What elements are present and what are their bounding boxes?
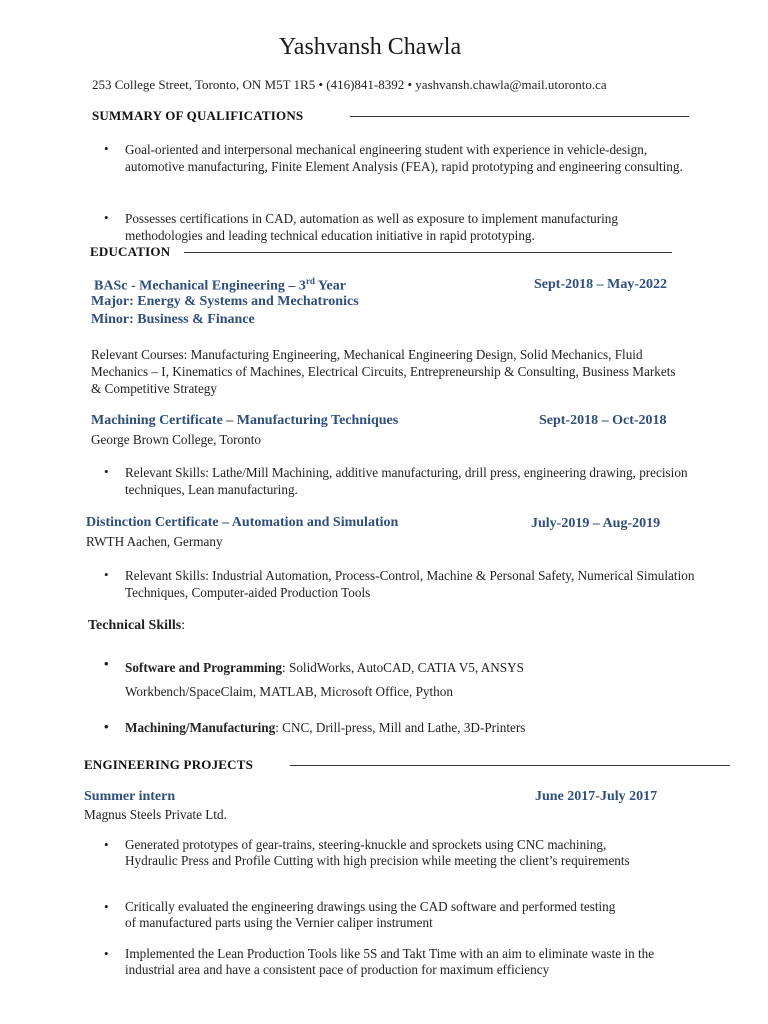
bullet-icon: • <box>104 141 109 156</box>
contact-line: 253 College Street, Toronto, ON M5T 1R5 • (416)841-8392 • yashvansh.chawla@mail.utoronto.ca <box>92 77 607 92</box>
technical-skills-heading <box>88 617 185 634</box>
project-role: Summer intern <box>84 789 176 804</box>
technical-skills-colon: : <box>181 618 186 633</box>
machining-skills <box>125 719 685 736</box>
summary-bullet-2: Possesses certifications in CAD, automation as well as exposure to implement manufacturing methodologies and leading technical education initiative in rapid prototyping. <box>125 211 618 243</box>
bullet-icon: • <box>104 656 109 671</box>
bullet-icon: • <box>104 464 109 479</box>
basc-title-suffix: Year <box>314 278 346 294</box>
bullet-icon: • <box>104 210 109 225</box>
machining-cert-skills: Relevant Skills: Lathe/Mill Machining, additive manufacturing, drill press, engineering drawing, precision techniques, Lean manufacturing. <box>125 465 688 497</box>
distinction-cert-institution: RWTH Aachen, Germany <box>86 534 223 549</box>
machining-skills-label: Machining/Manufacturing <box>125 720 276 735</box>
resume-name: Yashvansh Chawla <box>278 34 462 60</box>
project-bullet-1: Generated prototypes of gear-trains, steering-knuckle and sprockets using CNC machining, Hydraulic Press and Profile Cutting with high precision while meeting the client’s requirements <box>125 837 630 868</box>
bullet-icon: • <box>104 719 109 734</box>
basc-title-text: BASc - Mechanical Engineering – 3 <box>94 278 306 294</box>
technical-skills-heading-text: Technical Skills <box>88 618 182 633</box>
projects-rule <box>290 765 730 766</box>
education-heading: EDUCATION <box>90 244 171 259</box>
machining-cert-institution: George Brown College, Toronto <box>91 432 262 447</box>
project-company: Magnus Steels Private Ltd. <box>84 807 227 822</box>
project-bullet-3: Implemented the Lean Production Tools like 5S and Takt Time with an aim to eliminate waste in the industrial area and have a consistent pace of production for maximum efficiency <box>125 946 655 977</box>
distinction-cert-skills: Relevant Skills: Industrial Automation, Process-Control, Machine & Personal Safety, Numerical Simulation Techniques, Computer-aided Production Tools <box>125 568 695 600</box>
bullet-icon: • <box>104 837 109 852</box>
bullet-icon: • <box>104 946 109 961</box>
summary-heading: SUMMARY OF QUALIFICATIONS <box>92 108 304 123</box>
software-skills-label: Software and Programming <box>125 660 283 675</box>
summary-bullet-1: Goal-oriented and interpersonal mechanical engineering student with experience in vehicle-design, automotive manufacturing, Finite Element Analysis (FEA), rapid prototyping and engineering consulting. <box>125 142 683 174</box>
machining-cert-dates: Sept-2018 – Oct-2018 <box>539 413 667 428</box>
basc-major: Major: Energy & Systems and Mechatronics <box>91 294 359 309</box>
distinction-cert-title: Distinction Certificate – Automation and Simulation <box>86 515 399 530</box>
summary-rule <box>350 116 689 117</box>
project-bullet-2: Critically evaluated the engineering drawings using the CAD software and performed testing of manufactured parts using the Vernier caliper instrument <box>125 899 616 930</box>
basc-minor: Minor: Business & Finance <box>91 312 255 327</box>
education-rule <box>184 252 672 253</box>
basc-title <box>94 276 346 295</box>
machining-cert-title: Machining Certificate – Manufacturing Techniques <box>91 413 399 428</box>
software-skills-value: : SolidWorks, AutoCAD, CATIA V5, ANSYS Workbench/SpaceClaim, MATLAB, Microsoft Office, Python <box>125 660 524 699</box>
distinction-cert-dates: July-2019 – Aug-2019 <box>531 516 661 531</box>
bullet-icon: • <box>104 899 109 914</box>
basc-dates: Sept-2018 – May-2022 <box>534 277 667 292</box>
bullet-icon: • <box>104 567 109 582</box>
project-dates: June 2017-July 2017 <box>535 789 658 804</box>
projects-heading: ENGINEERING PROJECTS <box>84 757 254 772</box>
basc-title-sup: rd <box>305 276 315 286</box>
machining-skills-value: : CNC, Drill-press, Mill and Lathe, 3D-Printers <box>275 720 526 735</box>
software-skills <box>125 656 565 704</box>
basc-courses: Relevant Courses: Manufacturing Engineering, Mechanical Engineering Design, Solid Mechanics, Fluid Mechanics – I, Kinematics of Machines, Electrical Circuits, Entrepreneurship & Consulting, Business Markets & Competitive Strategy <box>91 347 676 396</box>
